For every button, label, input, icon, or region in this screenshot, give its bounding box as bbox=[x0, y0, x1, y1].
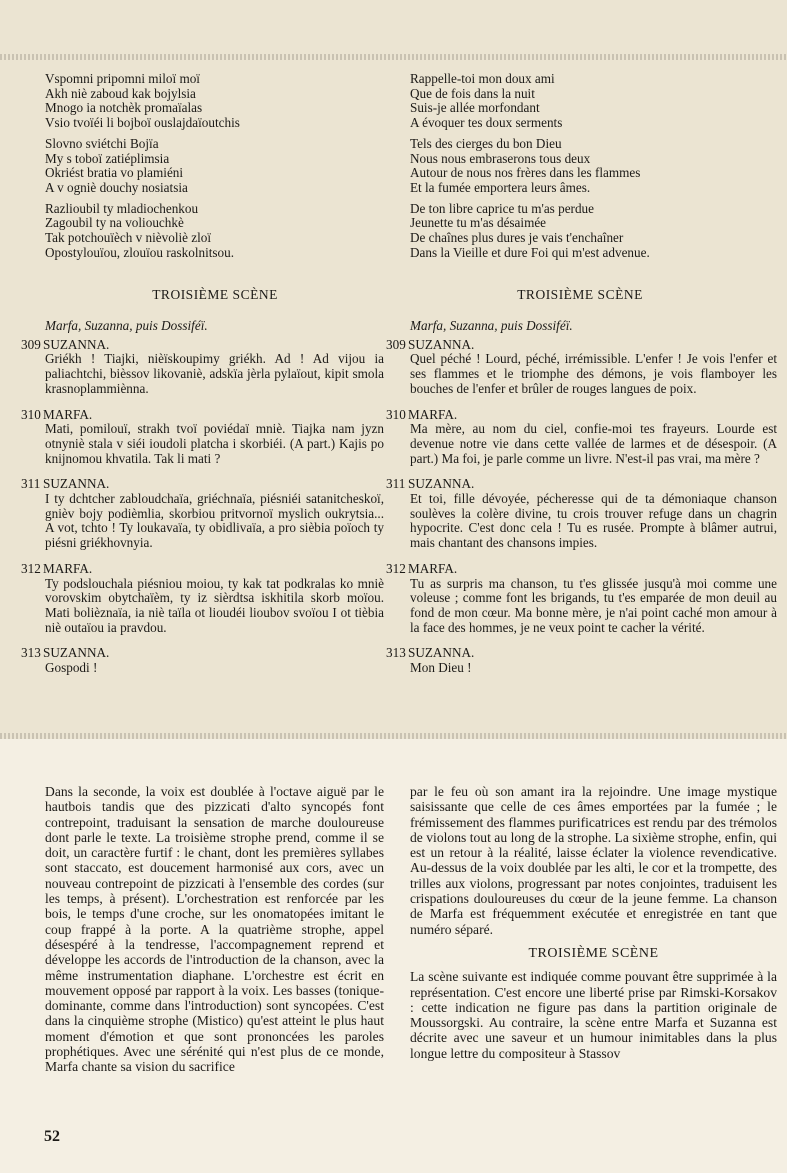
verse-line: My s toboï zatiéplimsia bbox=[45, 150, 170, 166]
speaker-name: MARFA. bbox=[43, 406, 93, 422]
verse-line: A évoquer tes doux serments bbox=[410, 115, 563, 131]
russian-scene-heading bbox=[45, 288, 385, 303]
french-stanzas bbox=[410, 72, 750, 266]
speaker-label bbox=[386, 476, 777, 492]
commentary-paragraph: Dans la seconde, la voix est doublée à l'octave aiguë par le hautbois tandis que des pizzicati d'alto syncopés font contrepoint, traduisant la sensation de marche douloureuse dont parle le texte. La troisième strophe prend, comme il se doit, un caractère furtif : le chant, dont les premières syllabes sont staccato, est doucement harmonisé aux cors, avec un nouveau contrepoint de pizzicati à l'ensemble des cordes (sur les temps, à présent). L'orchestration est renforcée par les bois, le temps d'une croche, sur les onomatopées imitant le coup frappé à la porte. A la quatrième strophe, appel désespéré à la tendresse, l'accompagnement reprend et développe les accords de l'introduction de la chanson, avec la même instrumentation diaphane. L'orchestre est écrit en mouvement opposé par rapport à la voix. Les basses (tonique-dominante, comme dans l'introduction) sont syncopées. C'est dans la cinquième strophe (Mistico) qu'est atteint le plus haut moment d'émotion et que sont prononcées les paroles prophétiques. Avec une sérénité qui n'est plus de ce monde, Marfa chante sa vision du sacrifice bbox=[45, 784, 384, 1075]
commentary-left-column bbox=[45, 784, 384, 1075]
speech-number: 312 bbox=[386, 560, 406, 576]
verse-line: Okriést bratia vo plamiéni bbox=[45, 165, 184, 181]
speaker-name: MARFA. bbox=[43, 560, 93, 576]
speech-text: Mon Dieu ! bbox=[410, 660, 472, 676]
speaker-label bbox=[386, 406, 777, 423]
speaker-label bbox=[21, 336, 384, 353]
french-scene-heading bbox=[410, 288, 750, 303]
speaker-name: SUZANNA. bbox=[408, 336, 475, 352]
speech-text: Ma mère, au nom du ciel, confie-moi tes frayeurs. Lourde est devenue notre vie dans cette vallée de larmes et de désespoir. (A part.) Ma foi, je parle comme un livre. N'est-il pas vrai, ma mère ? bbox=[410, 421, 777, 466]
russian-stanzas bbox=[45, 72, 370, 266]
speech-number: 313 bbox=[386, 645, 406, 661]
commentary-right-column bbox=[410, 784, 777, 1061]
french-stanza-3 bbox=[410, 202, 750, 261]
verse-line: Tak potchouïèch v nièvoliè zloï bbox=[45, 230, 212, 246]
speaker-label bbox=[386, 560, 777, 577]
verse-line: Et la fumée emportera leurs âmes. bbox=[410, 179, 591, 195]
verse-line: Opostylouïou, zlouïou raskolnitsou. bbox=[45, 244, 235, 260]
speech-text: Tu as surpris ma chanson, tu t'es glissée jusqu'à moi comme une voleuse ; comme font les brigands, tu t'es emparée de mon deuil au fond de mon cœur. Ma bonne mère, je n'ai point caché mon amour à la face des hommes, je ne veux point te cacher la vérité. bbox=[410, 575, 777, 635]
speech-text: Ty podslouchala piésniou moiou, ty kak tat podkralas ko mniè vorovskim obytchaïèm, ty iz sièrdtsa iskhitila skorb moïou. Mati bolièznaïa, ia niè taïla ot lioudéi lioubov svoïou I ot tièbia niè outaïou ia pravdou. bbox=[45, 575, 384, 635]
speaker-name: MARFA. bbox=[408, 406, 458, 422]
top-rule bbox=[0, 54, 787, 60]
russian-stanza-3 bbox=[45, 202, 370, 261]
speaker-label bbox=[386, 645, 777, 661]
russian-stanza-2 bbox=[45, 137, 370, 196]
speech-text: Quel péché ! Lourd, péché, irrémissible. L'enfer ! Je vois l'enfer et ses flammes et le triomphe des démons, je vois flamboyer les bouches de l'enfer et brûler de rouges langues de poix. bbox=[410, 351, 777, 396]
verse-line: Tels des cierges du bon Dieu bbox=[410, 135, 562, 151]
speaker-label bbox=[21, 476, 384, 492]
commentary-scene-title: TROISIÈME SCÈNE bbox=[528, 945, 659, 961]
speech-313 bbox=[386, 645, 777, 676]
verse-line: Jeunette tu m'as désaimée bbox=[410, 215, 547, 231]
speech-310 bbox=[21, 406, 384, 467]
verse-line: A v ogniè douchy nosiatsia bbox=[45, 179, 188, 195]
cast-list: Marfa, Suzanna, puis Dossiféï. bbox=[45, 318, 208, 333]
verse-line: Razlioubil ty mladiochenkou bbox=[45, 200, 199, 216]
speech-number: 310 bbox=[386, 406, 406, 422]
scene-title: TROISIÈME SCÈNE bbox=[152, 287, 278, 302]
russian-stanza-1 bbox=[45, 72, 370, 131]
verse-line: De chaînes plus dures je vais t'enchaîner bbox=[410, 230, 624, 246]
verse-line: De ton libre caprice tu m'as perdue bbox=[410, 200, 594, 216]
verse-line: Nous nous embraserons tous deux bbox=[410, 150, 591, 166]
speech-text: Et toi, fille dévoyée, pécheresse qui de ta démoniaque chanson soulèves la colère divine, tu crois trouver refuge dans un chagrin hypocrite. C'est donc cela ! Tu es rusée. Prompte à blâmer autrui, mais chantant des chansons impies. bbox=[410, 491, 777, 551]
speech-311 bbox=[386, 476, 777, 551]
verse-line: Autour de nous nos frères dans les flammes bbox=[410, 165, 641, 181]
speaker-label bbox=[21, 406, 384, 423]
speech-313 bbox=[21, 645, 384, 676]
speech-309 bbox=[386, 336, 777, 397]
speaker-name: SUZANNA. bbox=[408, 645, 475, 661]
speech-312 bbox=[386, 560, 777, 636]
speech-text: I ty dchtcher zabloudchaïa, griéchnaïa, piésniéi satanitcheskoï, gnièv bojy podièmlia, skorbiou pritvornoï myslich oukrytsia... A vot, tchto ! Ty loukavaïa, ty obidlivaïa, a pro sièbia poïoch ty piésni griékhovnyia. bbox=[45, 491, 384, 551]
speech-number: 313 bbox=[21, 645, 41, 661]
russian-dialogue bbox=[21, 318, 384, 687]
verse-line: Slovno sviétchi Bojïa bbox=[45, 135, 159, 151]
page-number: 52 bbox=[44, 1128, 60, 1145]
speaker-name: MARFA. bbox=[408, 560, 458, 576]
verse-line: Que de fois dans la nuit bbox=[410, 85, 535, 101]
speaker-name: SUZANNA. bbox=[43, 336, 110, 352]
verse-line: Rappelle-toi mon doux ami bbox=[410, 71, 555, 86]
cast-list: Marfa, Suzanna, puis Dossiféï. bbox=[410, 318, 573, 333]
french-stanza-1 bbox=[410, 72, 750, 131]
french-dialogue bbox=[386, 318, 777, 687]
speaker-name: SUZANNA. bbox=[43, 645, 110, 661]
speech-309 bbox=[21, 336, 384, 397]
speech-number: 309 bbox=[386, 336, 406, 352]
speaker-label bbox=[21, 560, 384, 577]
speech-number: 311 bbox=[386, 476, 406, 492]
speech-310 bbox=[386, 406, 777, 467]
speech-311 bbox=[21, 476, 384, 551]
bottom-rule bbox=[0, 733, 787, 739]
speech-number: 310 bbox=[21, 406, 41, 422]
speech-text: Griékh ! Tiajki, nièïskoupimy griékh. Ad ! Ad vijou ia paliachtchi, bièssov likovaniè, adskïa jèrla pylaïout, kipit smola krasnoplammiènna. bbox=[45, 351, 384, 396]
speaker-label bbox=[21, 645, 384, 661]
scene-title: TROISIÈME SCÈNE bbox=[517, 287, 643, 302]
commentary-paragraph: La scène suivante est indiquée comme pouvant être supprimée à la représentation. C'est encore une liberté prise par Rimski-Korsakov : cette indication ne figure pas dans la partition originale de Moussorgski. Au contraire, la scène entre Marfa et Suzanna est décrite avec une saveur et un humour inimitables dans la plus longue lettre du compositeur à Stassov bbox=[410, 969, 777, 1061]
speech-text: Gospodi ! bbox=[45, 660, 98, 676]
speech-number: 309 bbox=[21, 336, 41, 352]
speaker-label bbox=[386, 336, 777, 353]
speaker-name: SUZANNA. bbox=[408, 476, 475, 492]
verse-line: Vsio tvoïéi li bojboï ouslajdaïoutchis bbox=[45, 115, 240, 131]
verse-line: Suis-je allée morfondant bbox=[410, 100, 540, 116]
verse-line: Vspomni pripomni miloï moï bbox=[45, 71, 200, 86]
verse-line: Dans la Vieille et dure Foi qui m'est advenue. bbox=[410, 244, 650, 260]
speech-312 bbox=[21, 560, 384, 636]
verse-line: Akh niè zaboud kak bojylsia bbox=[45, 85, 196, 101]
verse-line: Zagoubil ty na voliouchkè bbox=[45, 215, 184, 231]
speech-number: 312 bbox=[21, 560, 41, 576]
verse-line: Mnogo ia notchèk promaïalas bbox=[45, 100, 203, 116]
speech-number: 311 bbox=[21, 476, 41, 492]
french-stanza-2 bbox=[410, 137, 750, 196]
commentary-paragraph: par le feu où son amant ira la rejoindre. Une image mystique saisissante que celle de ces âmes emportées par la fumée ; le frémissement des flammes purificatrices est rendu par des trémolos de violons tout au long de la strophe. La sixième strophe, enfin, qui est un retour à la réalité, laisse éclater la violence revendicative. Au-dessus de la voix doublée par les alti, le cor et la trompette, des trilles aux violons, progressant par notes conjointes, traduisent les crispations douloureuses du cœur de la jeune femme. La chanson de Marfa est fréquemment exécutée et enregistrée en tant que numéro séparé. bbox=[410, 784, 777, 937]
speaker-name: SUZANNA. bbox=[43, 476, 110, 492]
speech-text: Mati, pomilouï, strakh tvoï poviédaï mniè. Tiajka nam jyzn otnyniè stala v siéi ioudoli platcha i skorbiéi. (A part.) Kajis po knijnomou khvatila. Tak li mati ? bbox=[45, 421, 384, 466]
